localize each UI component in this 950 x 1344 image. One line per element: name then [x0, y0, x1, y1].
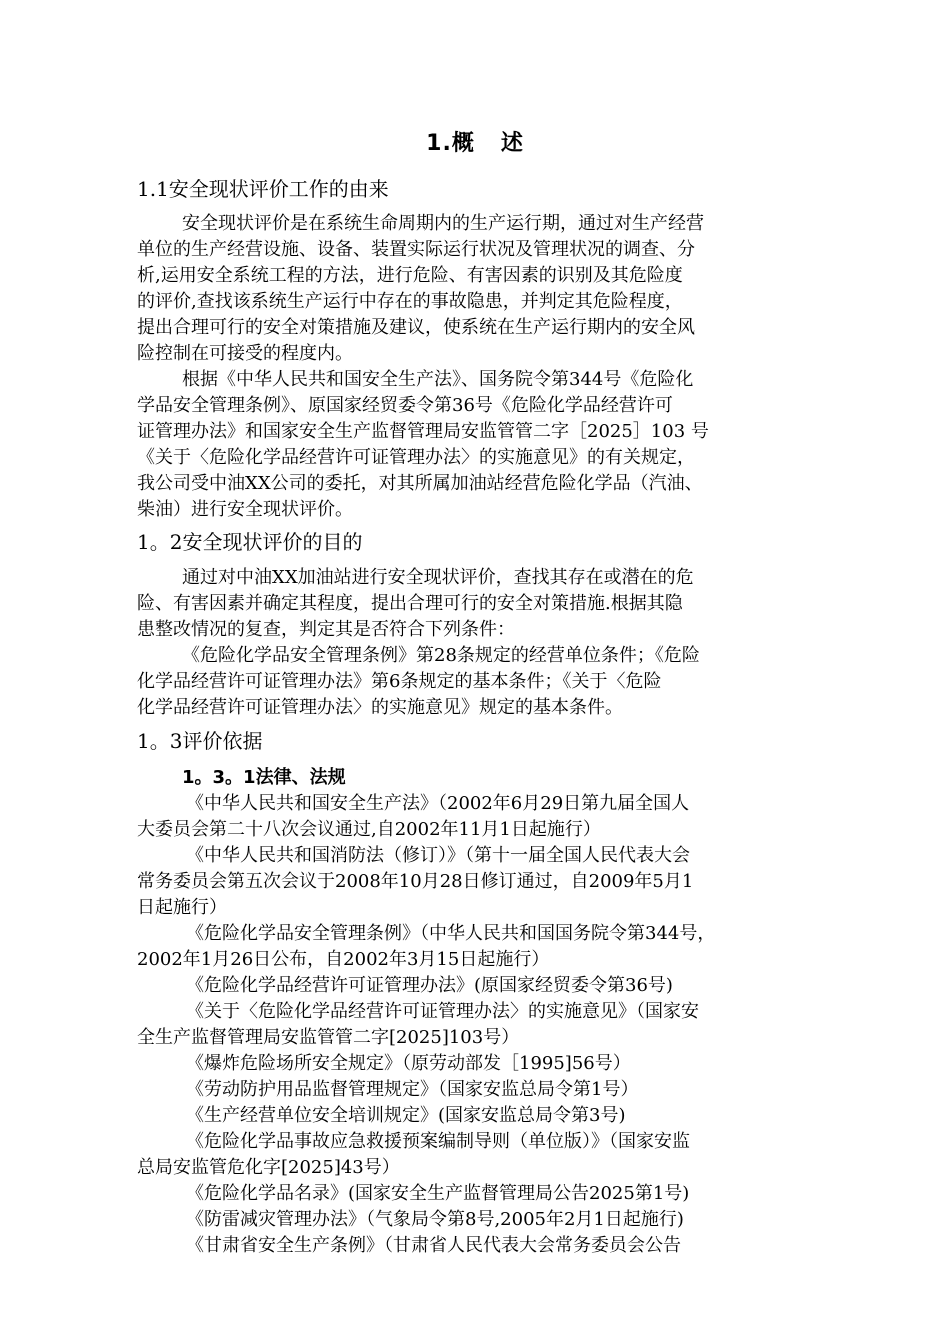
paragraph-line: 提出合理可行的安全对策措施及建议，使系统在生产运行期内的安全风	[137, 317, 695, 338]
paragraph-line: 析,运用安全系统工程的方法，进行危险、有害因素的识别及其危险度	[137, 265, 683, 286]
section-heading-1-2: 1。2安全现状评价的目的	[137, 530, 363, 554]
paragraph-line: 柴油）进行安全现状评价。	[137, 499, 353, 520]
paragraph-line: 单位的生产经营设施、设备、装置实际运行状况及管理状况的调查、分	[137, 239, 695, 260]
paragraph-line: 险、有害因素并确定其程度，提出合理可行的安全对策措施.根据其隐	[137, 593, 683, 614]
paragraph-line: 学品安全管理条例》、原国家经贸委令第36号《危险化学品经营许可	[137, 395, 673, 416]
law-item-line: 《危险化学品事故应急救援预案编制导则（单位版）》（国家安监	[186, 1131, 690, 1152]
subsection-heading-1-3-1: 1。3。1法律、法规	[182, 767, 346, 788]
law-item-line: 《爆炸危险场所安全规定》（原劳动部发［1995]56号）	[186, 1053, 631, 1074]
paragraph-line: 《关于〈危险化学品经营许可证管理办法〉的实施意见》的有关规定，	[137, 447, 695, 468]
law-item-line: 常务委员会第五次会议于2008年10月28日修订通过，自2009年5月1	[137, 871, 694, 892]
title-number: 1.	[426, 131, 452, 156]
section-heading-1-3: 1。3评价依据	[137, 729, 263, 753]
law-item-line: 日起施行）	[137, 897, 227, 918]
law-item-line: 《关于〈危险化学品经营许可证管理办法〉的实施意见》（国家安	[186, 1001, 699, 1022]
paragraph-line: 根据《中华人民共和国安全生产法》、国务院令第344号《危险化	[182, 369, 694, 390]
law-item-line: 《防雷减灾管理办法》（气象局令第8号,2005年2月1日起施行)	[186, 1209, 684, 1230]
law-item-line: 大委员会第二十八次会议通过,自2002年11月1日起施行）	[137, 819, 601, 840]
paragraph-line: 的评价,查找该系统生产运行中存在的事故隐患，并判定其危险程度，	[137, 291, 683, 312]
law-item-line: 《生产经营单位安全培训规定》(国家安监总局令第3号)	[186, 1105, 626, 1126]
section-heading-1-1: 1.1安全现状评价工作的由来	[137, 177, 389, 201]
paragraph-line: 证管理办法》和国家安全生产监督管理局安监管管二字［2025］103 号	[137, 421, 709, 442]
law-item-line: 《中华人民共和国消防法（修订）》（第十一届全国人民代表大会	[186, 845, 690, 866]
paragraph-line: 化学品经营许可证管理办法〉的实施意见》规定的基本条件。	[137, 697, 623, 718]
law-item-line: 《甘肃省安全生产条例》（甘肃省人民代表大会常务委员会公告	[186, 1235, 681, 1256]
law-item-line: 《中华人民共和国安全生产法》（2002年6月29日第九届全国人	[186, 793, 690, 814]
law-item-line: 《劳动防护用品监督管理规定》（国家安监总局令第1号）	[186, 1079, 639, 1100]
law-item-line: 总局安监管危化字[2025]43号）	[137, 1157, 400, 1178]
page-title	[0, 126, 950, 157]
law-item-line: 全生产监督管理局安监管管二字[2025]103号）	[137, 1027, 520, 1048]
law-item-line: 《危险化学品安全管理条例》（中华人民共和国国务院令第344号，	[186, 923, 716, 944]
law-item-line: 《危险化学品经营许可证管理办法》(原国家经贸委令第36号)	[186, 975, 673, 996]
paragraph-line: 患整改情况的复查，判定其是否符合下列条件：	[137, 619, 515, 640]
paragraph-line: 安全现状评价是在系统生命周期内的生产运行期，通过对生产经营	[182, 213, 704, 234]
paragraph-line: 我公司受中油XX公司的委托，对其所属加油站经营危险化学品（汽油、	[137, 473, 703, 494]
paragraph-line: 《危险化学品安全管理条例》第28条规定的经营单位条件；《危险	[182, 645, 700, 666]
title-word-2: 述	[500, 131, 524, 156]
paragraph-line: 化学品经营许可证管理办法》第6条规定的基本条件；《关于〈危险	[137, 671, 662, 692]
title-word-1: 概	[451, 131, 475, 156]
law-item-line: 《危险化学品名录》(国家安全生产监督管理局公告2025第1号)	[186, 1183, 690, 1204]
paragraph-line: 通过对中油XX加油站进行安全现状评价，查找其存在或潜在的危	[182, 567, 694, 588]
paragraph-line: 险控制在可接受的程度内。	[137, 343, 353, 364]
law-item-line: 2002年1月26日公布，自2002年3月15日起施行）	[137, 949, 550, 970]
